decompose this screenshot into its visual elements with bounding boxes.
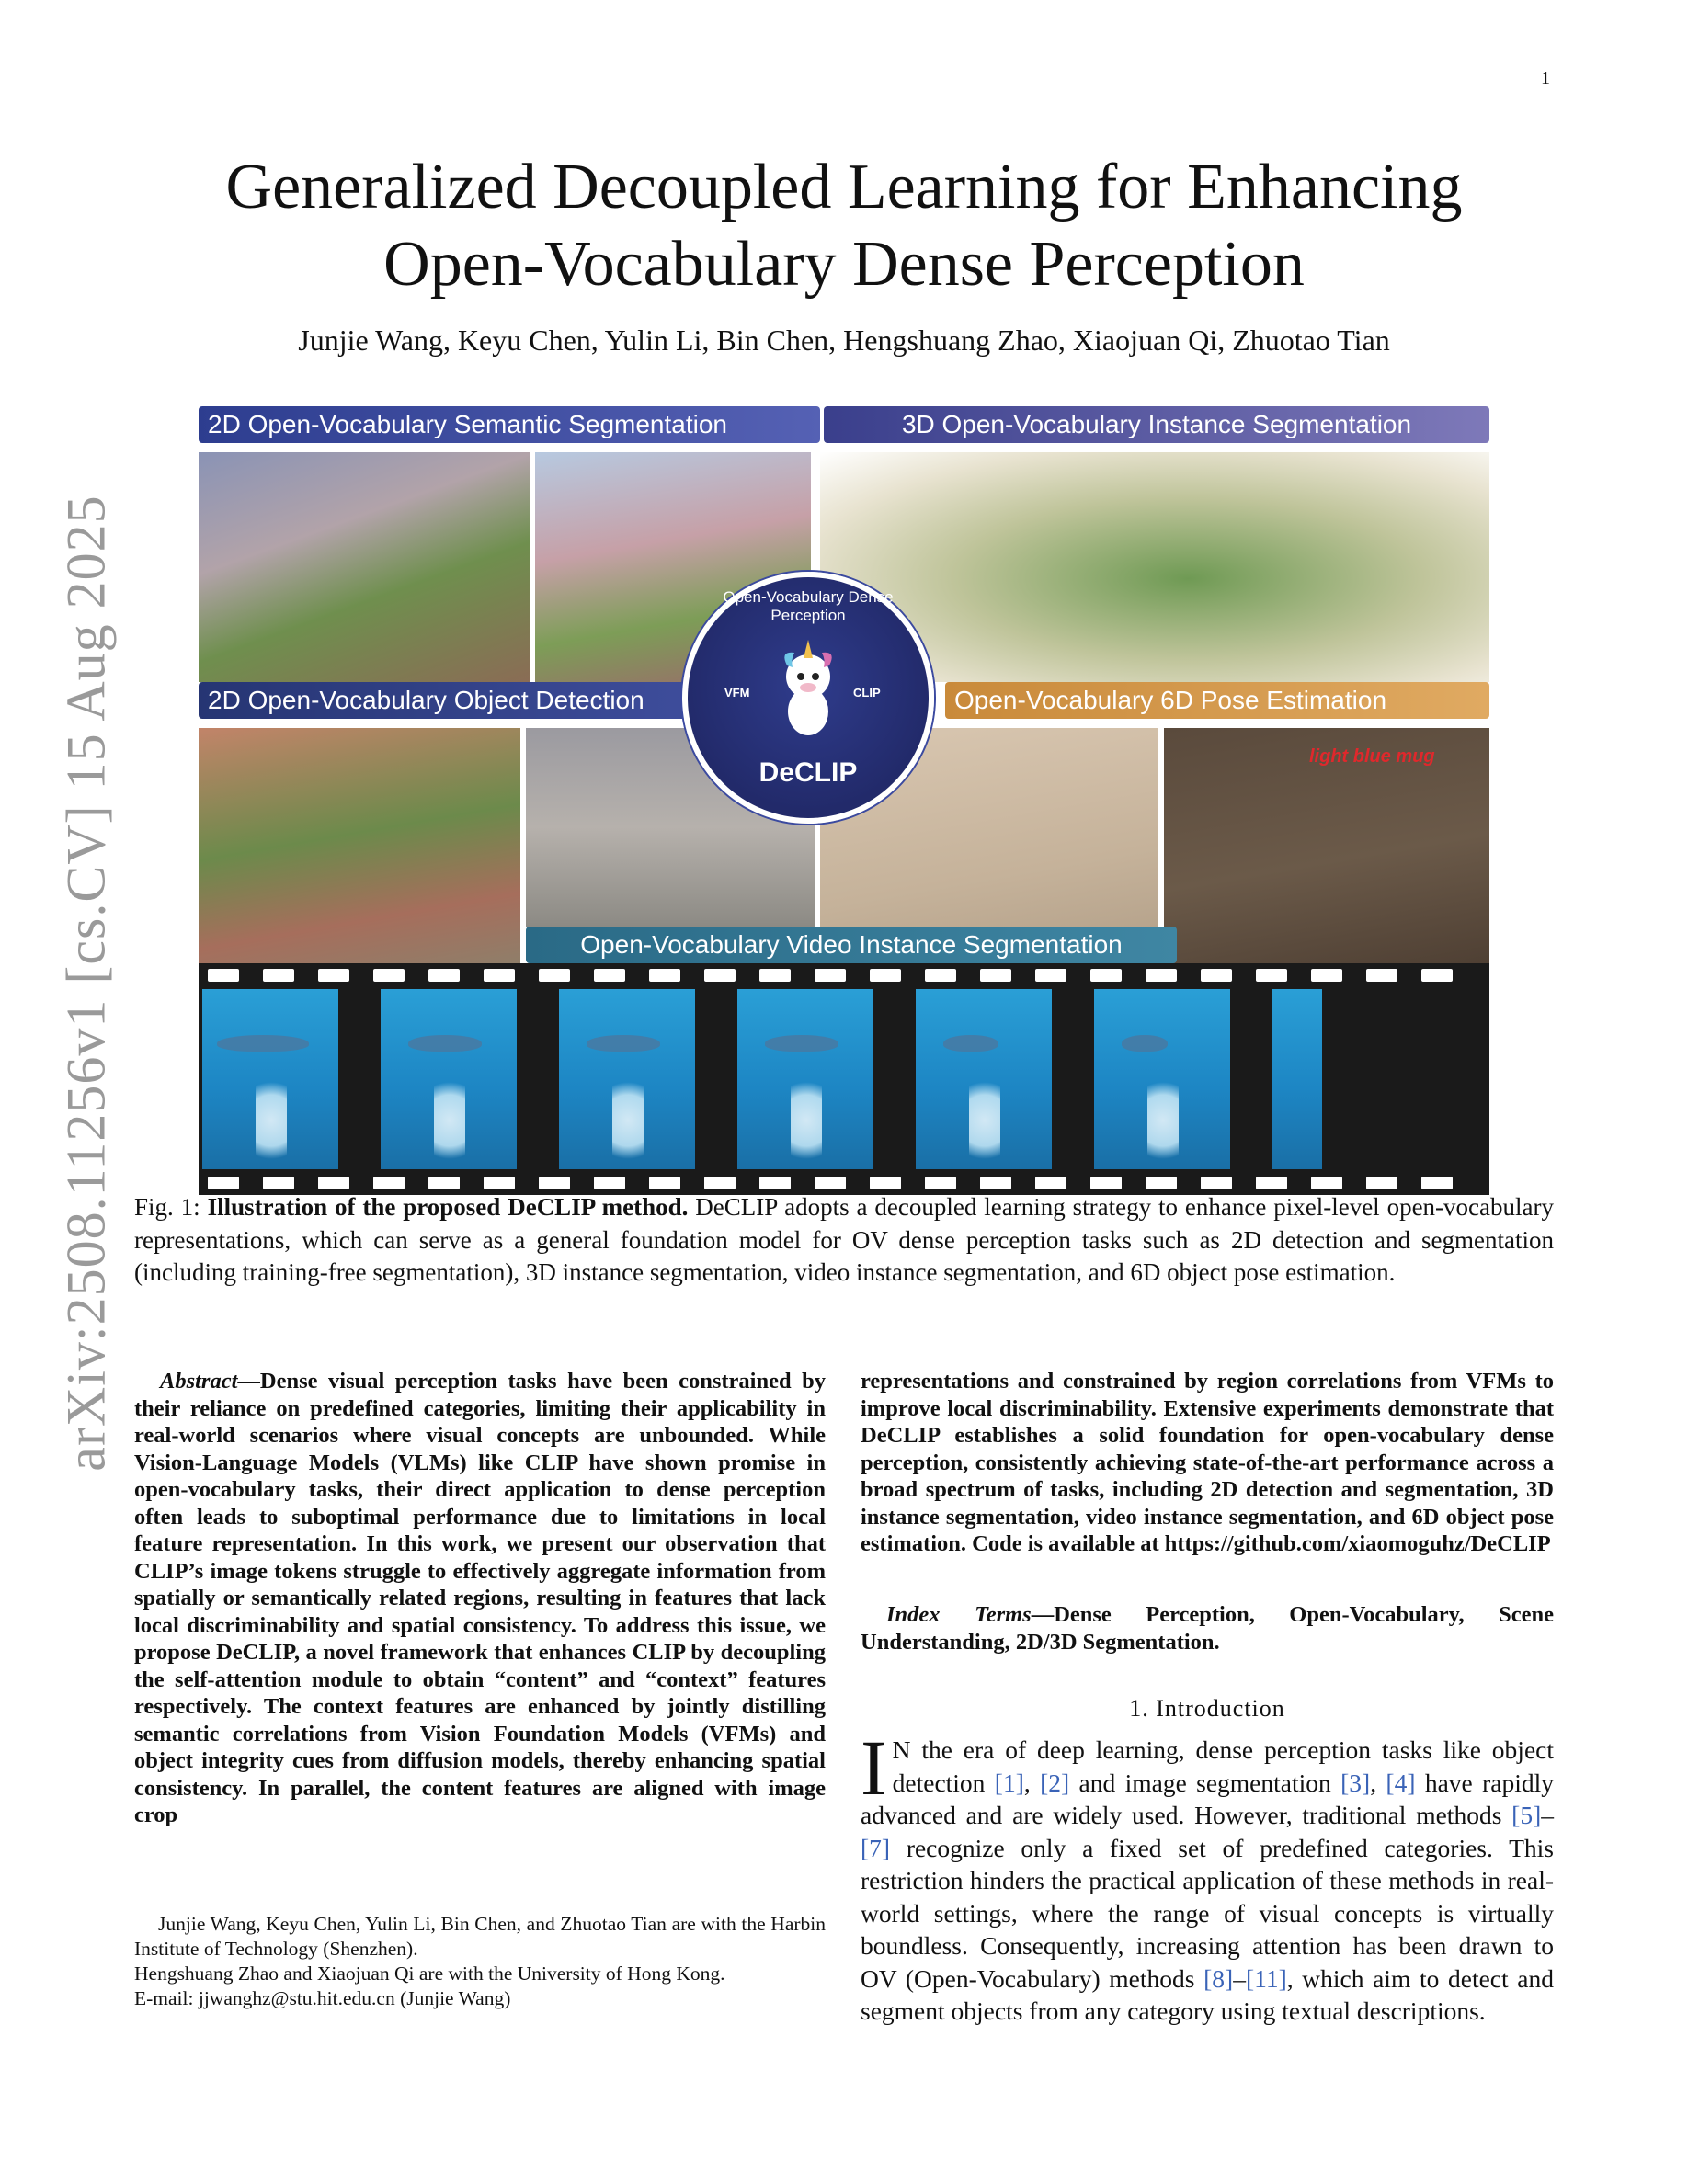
drop-cap: I: [861, 1723, 887, 1812]
abstract-col1: [134, 1368, 826, 1829]
banner-2d-semantic-segmentation: 2D Open-Vocabulary Semantic Segmentation: [199, 406, 820, 443]
mug-label: light blue mug: [1309, 746, 1435, 767]
caption-text: DeCLIP adopts a decoupled learning strategy to enhance pixel-level open-vocabulary representations, which can serve as a general foundation model for OV dense perception tasks such as 2D detection and segmentation (including training-free segmentation), 3D instance segmentation, video instance segmentation, and 6D object pose estimation.: [134, 1193, 1554, 1286]
storefront-detection-image: [199, 728, 520, 967]
author-list: Junjie Wang, Keyu Chen, Yulin Li, Bin Chen, Hengshuang Zhao, Xiaojuan Qi, Zhuotao Tian: [298, 324, 1390, 357]
video-filmstrip: [199, 963, 1489, 1195]
banner-3d-instance-segmentation: 3D Open-Vocabulary Instance Segmentation: [824, 406, 1489, 443]
abstract-text: Dense visual perception tasks have been constrained by their reliance on predefined categories, limiting their applicability in real-world scenarios where visual concepts are unbounded. While Vision-Language Models (VLMs) like CLIP have shown promise in open-vocabulary tasks, their direct application to dense perception often leads to suboptimal performance due to limitations in local feature representation. In this work, we present our observation that CLIP’s image tokens struggle to effectively aggregate information from spatially or semantically related regions, resulting in features that lack local discriminability and spatial consistency. To address this issue, we propose DeCLIP, a novel framework that enhances CLIP by decoupling the self-attention module to obtain “content” and “context” features respectively. The context features are enhanced by jointly distilling semantic correlations from Vision Foundation Models (VFMs) and object integrity cues from diffusion models, thereby enhancing spatial consistency. In parallel, the content features are aligned with image crop: [134, 1369, 826, 1827]
figure-caption: [134, 1191, 1554, 1290]
citation-link[interactable]: [4]: [1386, 1768, 1416, 1797]
footnote-line-1: Junjie Wang, Keyu Chen, Yulin Li, Bin Chen, and Zhuotao Tian are with the Harbin Institute of Technology (Shenzhen).: [134, 1913, 826, 1960]
citation-link[interactable]: [3]: [1340, 1768, 1371, 1797]
index-terms: [861, 1601, 1554, 1655]
abstract-label: Abstract: [160, 1369, 238, 1393]
index-terms-text: Dense Perception, Open-Vocabulary, Scene Understanding, 2D/3D Segmentation.: [861, 1602, 1554, 1655]
video-frame-4: [737, 989, 873, 1169]
caption-prefix: Fig. 1:: [134, 1193, 208, 1221]
citation-link[interactable]: [8]: [1203, 1963, 1234, 1993]
caption-bold: Illustration of the proposed DeCLIP method.: [207, 1193, 689, 1221]
citation-link[interactable]: [11]: [1245, 1963, 1287, 1993]
title-line-1: Generalized Decoupled Learning for Enhancing: [225, 152, 1463, 222]
video-frame-6: [1094, 989, 1230, 1169]
citation-link[interactable]: [5]: [1511, 1801, 1542, 1829]
index-terms-label: Index Terms: [886, 1602, 1032, 1627]
paper-title: [0, 149, 1688, 303]
footnote-line-3: E-mail: jjwanghz@stu.hit.edu.cn (Junjie Wang): [134, 1987, 511, 2009]
video-frame-2: [381, 989, 517, 1169]
index-terms-dash: —: [1031, 1602, 1055, 1627]
video-frame-3: [559, 989, 695, 1169]
unicorn-mascot-icon: [767, 638, 850, 739]
video-frame-1: [202, 989, 338, 1169]
declip-label: DeCLIP: [758, 757, 858, 788]
abstract-col2: representations and constrained by region correlations from VFMs to improve local discriminability. Extensive experiments demonstrate that DeCLIP establishes a solid foundation for open-vocabulary dense perception, consistently achieving state-of-the-art performance across a broad spectrum of tasks, including 2D detection and segmentation, 3D instance segmentation, video instance segmentation, and 6D object pose estimation. Code is available at https://github.com/xiaomoguhz/DeCLIP: [861, 1369, 1554, 1556]
title-line-2: Open-Vocabulary Dense Perception: [383, 229, 1305, 300]
video-frame-7: [1272, 989, 1322, 1169]
introduction-paragraph: I N the era of deep learning, dense perception tasks like object detection [1], [2] and image segmentation [3], [4] have rapidly advanced and are widely used. However, traditional methods [5]–[7] recognize only a fixed set of predefined categories. This restriction hinders the practical application of these methods in real-world settings, where the range of visual concepts is virtually boundless. Consequently, increasing attention has been drawn to OV (Open-Vocabulary) methods [8]–[11], which aim to detect and segment objects from any category using textual descriptions.: [861, 1723, 1555, 2025]
clip-tag: CLIP: [853, 686, 881, 700]
citation-link[interactable]: [7]: [861, 1833, 891, 1862]
circle-ring-text: Open-Vocabulary Dense Perception: [723, 588, 894, 624]
affiliation-footnote: [134, 1912, 826, 2011]
banner-video-instance-segmentation: Open-Vocabulary Video Instance Segmentation: [526, 927, 1177, 963]
vfm-tag: VFM: [724, 686, 750, 700]
street-segmentation-image: [199, 452, 530, 682]
abstract-dash: —: [237, 1369, 260, 1393]
footnote-line-2: Hengshuang Zhao and Xiaojuan Qi are with the University of Hong Kong.: [134, 1962, 725, 1985]
figure-1: [199, 406, 1489, 1195]
citation-link[interactable]: [1]: [994, 1768, 1024, 1797]
page-number: 1: [1541, 68, 1550, 88]
banner-6d-pose-estimation: Open-Vocabulary 6D Pose Estimation: [945, 682, 1489, 719]
arxiv-stamp: arXiv:2508.11256v1 [cs.CV] 15 Aug 2025: [55, 495, 117, 1472]
video-frame-5: [916, 989, 1052, 1169]
citation-link[interactable]: [2]: [1040, 1768, 1070, 1797]
banner-2d-object-detection: 2D Open-Vocabulary Object Detection: [199, 682, 713, 719]
declip-logo: [682, 572, 934, 824]
section-heading-introduction: 1. Introduction: [1129, 1695, 1285, 1722]
